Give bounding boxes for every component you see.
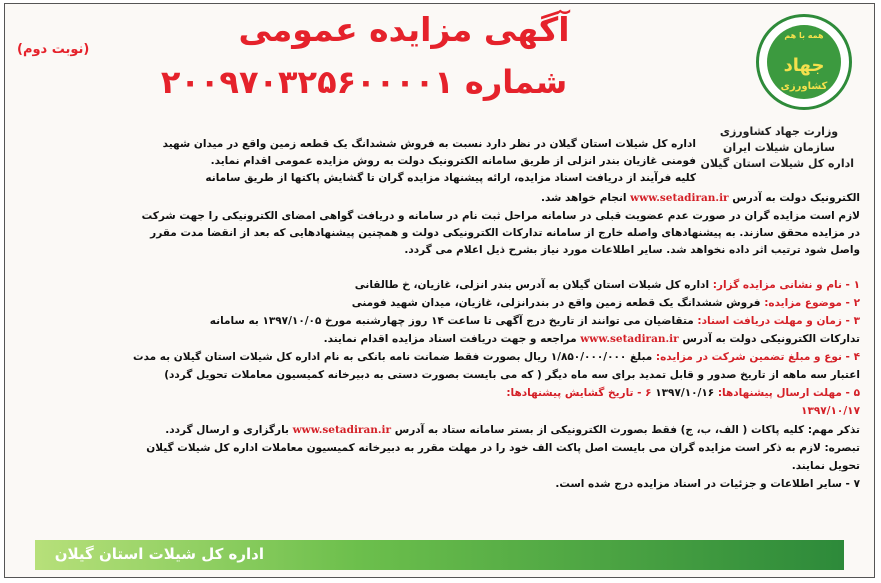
logo-bottom-text: کشاورزی	[780, 81, 828, 92]
org-ministry: وزارت جهاد کشاورزی	[719, 125, 839, 138]
ad-number: شماره ۲۰۰۹۷۰۳۲۵۶۰۰۰۰۱	[160, 63, 568, 101]
intro-text: انجام خواهد شد.	[540, 192, 627, 204]
item-label: ۱ - نام و نشانی مزایده گزار:	[712, 279, 860, 291]
ad-title: آگهی مزایده عمومی	[238, 10, 570, 49]
jahad-keshavarzi-logo	[756, 14, 852, 110]
item-text: اداره کل شیلات استان گیلان به آدرس بندر انزلی، غازیان، خ طالقانی	[354, 279, 710, 291]
logo-circle	[767, 25, 841, 99]
intro-line	[15, 190, 860, 206]
note-important	[15, 422, 860, 438]
item-guarantee-cont: اعتبار سه ماهه از تاریخ صدور و قابل تمدید برای سه ماه دیگر ( که می بایست بصورت دستی به دبیرخانه کمیسیون معاملات تحویل گردد)	[164, 369, 860, 381]
organization-block	[700, 124, 854, 172]
paragraph-line: لازم است مزایده گران در صورت عدم عضویت قبلی در سامانه مراحل ثبت نام در سامانه و دریافت گواهی امضای الکترونیکی را جهت شرکت	[141, 210, 860, 222]
intro-line: فومنی غازیان بندر انزلی از طریق سامانه الکترونیک دولت به روش مزایده عمومی اقدام نماید.	[210, 155, 696, 167]
note-text: تذکر مهم: کلیه پاکات ( الف، ب، ج) فقط بصورت الکترونیکی از بستر سامانه ستاد به آدرس	[394, 424, 860, 436]
intro-text: الکترونیک دولت به آدرس	[732, 192, 860, 204]
opening-date: ۱۳۹۷/۱۰/۱۷	[801, 405, 860, 417]
website-link[interactable]: www.setadiran.ir	[630, 192, 729, 204]
auction-advertisement	[4, 3, 875, 578]
website-link[interactable]: www.setadiran.ir	[580, 333, 679, 345]
turn-label: (نوبت دوم)	[17, 42, 90, 57]
item-guarantee	[15, 349, 860, 365]
website-link[interactable]: www.setadiran.ir	[292, 424, 392, 436]
item-text: تدارکات الکترونیکی دولت به آدرس	[682, 333, 860, 345]
item-text: فروش ششدانگ یک قطعه زمین واقع در بندرانزلی، غازیان، میدان شهید فومنی	[351, 297, 761, 309]
item-label: ۲ - موضوع مزایده:	[764, 297, 860, 309]
note-other-info: ۷ - سایر اطلاعات و جزئیات در اسناد مزایده درج شده است.	[555, 478, 860, 490]
item-label: ۶ - تاریخ گشایش پیشنهادها:	[506, 387, 652, 399]
logo-top-text: همه با هم	[784, 31, 824, 40]
item-subject	[15, 295, 860, 311]
note-remark-cont: تحویل نمایند.	[791, 460, 860, 472]
item-text: مراجعه و جهت دریافت اسناد مزایده اقدام نمایند.	[323, 333, 577, 345]
note-text: بارگزاری و ارسال گردد.	[165, 424, 289, 436]
item-label: ۴ - نوع و مبلغ تضمین شرکت در مزایده:	[655, 351, 860, 363]
logo-main-text: جهاد	[783, 55, 825, 76]
note-remark: تبصره: لازم به ذکر است مزایده گران می بایست اصل پاکت الف خود را در مهلت مقرر به دبیرخانه کمیسیون معاملات اداره کل شیلات گیلان	[146, 442, 860, 454]
submission-date: ۱۳۹۷/۱۰/۱۶	[655, 387, 715, 399]
org-department: اداره کل شیلات استان گیلان	[700, 157, 854, 170]
item-label: ۵ - مهلت ارسال پیشنهادها:	[717, 387, 860, 399]
item-documents-deadline	[15, 313, 860, 329]
item-text: مبلغ ۱/۸۵۰/۰۰۰/۰۰۰ ریال بصورت فقط ضمانت نامه بانکی به نام اداره کل شیلات استان گیلان به مدت	[133, 351, 653, 363]
item-opening-date	[15, 403, 860, 419]
footer-text: اداره کل شیلات استان گیلان	[54, 545, 264, 563]
org-organization: سازمان شیلات ایران	[723, 141, 835, 154]
paragraph-line: در مزایده محقق سازند. به پیشنهادهای واصله خارج از سامانه تدارکات الکترونیکی دولت و همچنین پیشنهادهایی که بعد از انقضا مدت مقرر	[150, 227, 860, 239]
item-label: ۳ - زمان و مهلت دریافت اسناد:	[697, 315, 860, 327]
item-dates	[15, 385, 860, 401]
item-auctioneer	[15, 277, 860, 293]
item-documents-deadline-cont	[15, 331, 860, 347]
intro-line: کلیه فرآیند از دریافت اسناد مزایده، ارائه پیشنهاد مزایده گران تا گشایش پاکتها از طریق سامانه	[205, 172, 696, 184]
footer-banner	[35, 540, 844, 570]
item-text: متقاضیان می توانند از تاریخ درج آگهی تا ساعت ۱۴ روز چهارشنبه مورخ ۱۳۹۷/۱۰/۰۵ به سامانه	[209, 315, 694, 327]
intro-line: اداره کل شیلات استان گیلان در نظر دارد نسبت به فروش ششدانگ یک قطعه زمین واقع در میدان شهید	[162, 138, 696, 150]
paragraph-line: واصل شود ترتیب اثر داده نخواهد شد. سایر اطلاعات مورد نیاز بشرح ذیل اعلام می گردد.	[404, 244, 860, 256]
